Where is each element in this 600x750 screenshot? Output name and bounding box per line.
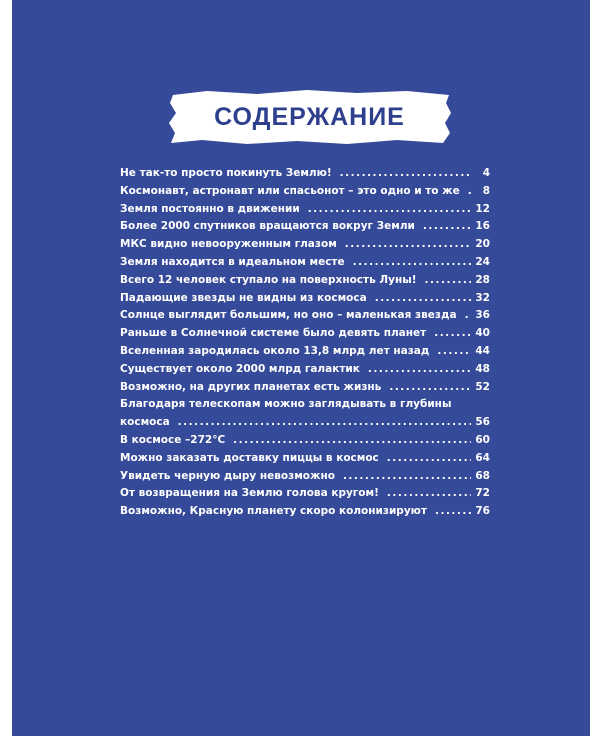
toc-item-page: 32	[475, 291, 490, 304]
toc-item-page: 44	[475, 344, 490, 357]
toc-leader-dots	[423, 220, 471, 232]
toc-item-page: 36	[475, 309, 490, 322]
toc-item	[120, 167, 490, 185]
toc-item-page: 12	[475, 202, 490, 215]
toc-item	[120, 203, 490, 221]
toc-item	[120, 398, 490, 434]
toc-item	[120, 452, 490, 470]
toc-item	[120, 381, 490, 399]
toc-leader-dots	[425, 274, 472, 286]
toc-item	[120, 309, 490, 327]
toc-item-page: 76	[475, 505, 490, 518]
toc-item	[120, 505, 490, 523]
toc-leader-dots	[387, 487, 472, 499]
toc-item	[120, 238, 490, 256]
toc-leader-dots	[345, 238, 472, 250]
toc-item	[120, 345, 490, 363]
title-banner	[167, 89, 452, 145]
toc-item-title: Земля постоянно в движении	[120, 202, 300, 215]
toc-item	[120, 292, 490, 310]
toc-item	[120, 470, 490, 488]
toc-leader-dots	[308, 203, 472, 215]
toc-item-title: Более 2000 спутников вращаются вокруг Земли	[120, 220, 415, 233]
toc-item-page: 64	[475, 451, 490, 464]
toc-leader-dots	[437, 345, 471, 357]
toc-item-page: 52	[475, 380, 490, 393]
toc-item-title: МКС видно невооруженным глазом	[120, 238, 337, 251]
toc-item-title: Увидеть черную дыру невозможно	[120, 469, 335, 482]
toc-item-title: Раньше в Солнечной системе было девять планет	[120, 327, 427, 340]
toc-item-title: От возвращения на Землю голова кругом!	[120, 487, 379, 500]
table-of-contents	[120, 167, 490, 523]
toc-leader-dots	[233, 434, 471, 446]
toc-leader-dots	[178, 416, 472, 428]
toc-item-page: 56	[475, 416, 490, 429]
toc-leader-dots	[434, 327, 471, 339]
toc-item-title: Всего 12 человек ступало на поверхность Луны!	[120, 273, 417, 286]
toc-item-title: Земля находится в идеальном месте	[120, 255, 345, 268]
toc-leader-dots	[353, 256, 472, 268]
toc-leader-dots	[435, 505, 471, 517]
toc-item-page: 28	[475, 273, 490, 286]
toc-leader-dots	[389, 381, 471, 393]
toc-item-title: Падающие звезды не видны из космоса	[120, 291, 367, 304]
toc-item-page: 4	[482, 167, 490, 179]
toc-item-title: Космонавт, астронавт или спасьонот – это одно и то же	[120, 184, 460, 197]
toc-leader-dots	[340, 167, 472, 179]
toc-item-title: Не так-то просто покинуть Землю!	[120, 167, 332, 179]
toc-item-page: 68	[475, 469, 490, 482]
toc-item-title: Солнце выглядит большим, но оно – маленькая звезда	[120, 309, 457, 322]
page-title: СОДЕРЖАНИЕ	[214, 103, 405, 131]
toc-leader-dots	[465, 309, 472, 321]
toc-item-page: 20	[475, 238, 490, 251]
book-page	[12, 0, 590, 736]
toc-item-title: Благодаря телескопам можно заглядывать в глубины	[120, 398, 452, 411]
toc-item	[120, 220, 490, 238]
toc-item-title: Возможно, Красную планету скоро колонизируют	[120, 505, 427, 518]
toc-item-page: 60	[475, 433, 490, 446]
toc-item-page: 48	[475, 362, 490, 375]
toc-leader-dots	[368, 363, 471, 375]
toc-item-title: Существует около 2000 млрд галактик	[120, 362, 360, 375]
toc-leader-dots	[387, 452, 472, 464]
toc-item-page: 40	[475, 327, 490, 340]
toc-leader-dots	[468, 185, 472, 197]
toc-item-title: Можно заказать доставку пиццы в космос	[120, 451, 379, 464]
toc-item-page: 8	[482, 184, 490, 197]
toc-item	[120, 327, 490, 345]
toc-item	[120, 434, 490, 452]
toc-item-continuation	[120, 416, 490, 434]
toc-item-title: Вселенная зародилась около 13,8 млрд лет назад	[120, 344, 430, 357]
toc-item	[120, 363, 490, 381]
toc-item-page: 72	[475, 487, 490, 500]
toc-leader-dots	[343, 470, 471, 482]
toc-item-title: Возможно, на других планетах есть жизнь	[120, 380, 382, 393]
toc-leader-dots	[375, 292, 472, 304]
toc-item	[120, 185, 490, 203]
toc-item-page: 16	[475, 220, 490, 233]
toc-item-title-continued: космоса	[120, 416, 170, 429]
toc-item	[120, 256, 490, 274]
toc-item-page: 24	[475, 255, 490, 268]
toc-item	[120, 274, 490, 292]
toc-item	[120, 487, 490, 505]
toc-item-title: В космосе –272°С	[120, 433, 226, 446]
